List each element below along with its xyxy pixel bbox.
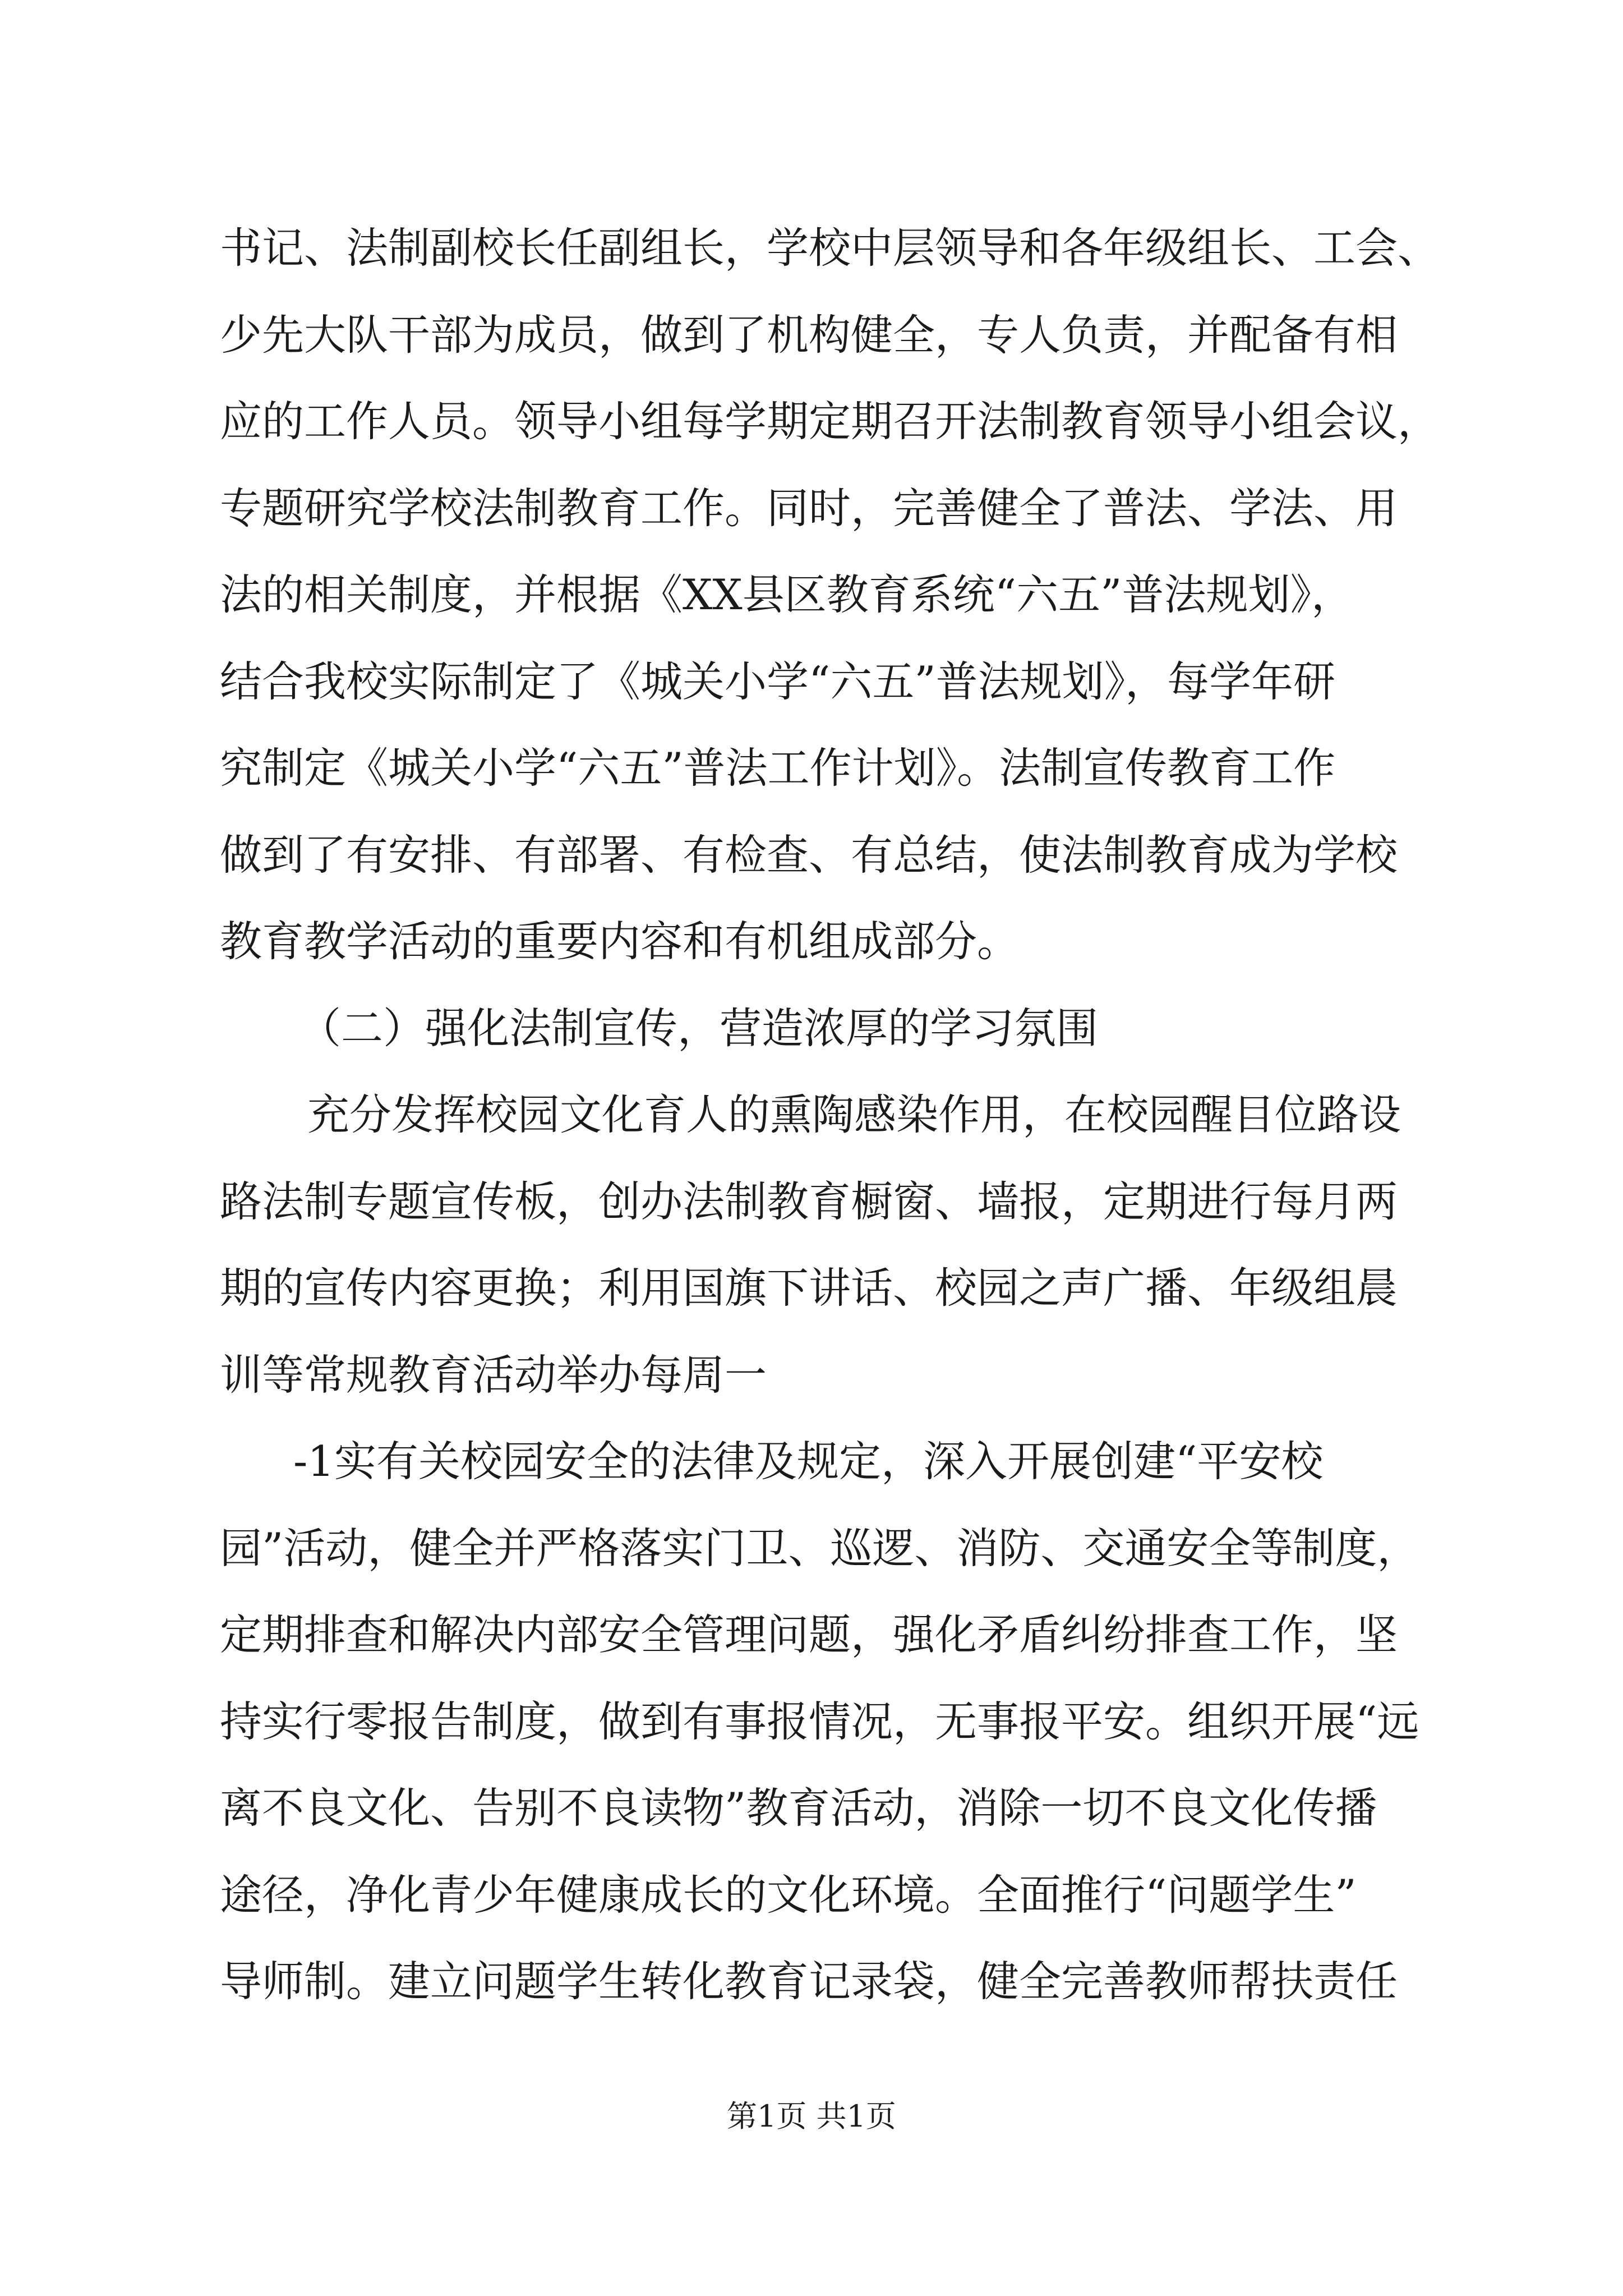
text-line: 结合我校实际制定了《城关小学“六五”普法规划》，每学年研: [220, 657, 1336, 706]
text-line: 途径，净化青少年健康成长的文化环境。全面推行“问题学生”: [220, 1870, 1357, 1920]
text-line: 专题研究学校法制教育工作。同时，完善健全了普法、学法、用: [220, 484, 1398, 533]
text-line: 教育教学活动的重要内容和有机组成部分。: [220, 917, 1020, 966]
text-line: 期的宣传内容更换；利用国旗下讲话、校园之声广播、年级组晨: [220, 1263, 1398, 1313]
text-line: 充分发挥校园文化育人的熏陶感染作用，在校园醒目位路设: [307, 1090, 1401, 1139]
text-line: -1实有关校园安全的法律及规定，深入开展创建“平安校: [293, 1437, 1324, 1486]
text-line: 训等常规教育活动举办每周一: [220, 1350, 767, 1400]
section-heading: （二）强化法制宣传，营造浓厚的学习氛围: [299, 1004, 1099, 1053]
text-line: 园”活动，健全并严格落实门卫、巡逻、消防、交通安全等制度，: [220, 1524, 1419, 1573]
text-line: 法的相关制度，并根据《XX县区教育系统“六五”普法规划》，: [220, 570, 1353, 619]
text-line: 持实行零报告制度，做到有事报情况，无事报平安。组织开展“远: [220, 1697, 1419, 1746]
text-line: 究制定《城关小学“六五”普法工作计划》。法制宣传教育工作: [220, 743, 1336, 793]
text-line: 应的工作人员。领导小组每学期定期召开法制教育领导小组会议，: [220, 397, 1440, 446]
page-number-footer: 第1页 共1页: [727, 2099, 896, 2134]
text-line: 导师制。建立问题学生转化教育记录袋，健全完善教师帮扶责任: [220, 1957, 1398, 2006]
text-line: 离不良文化、告别不良读物”教育活动，消除一切不良文化传播: [220, 1783, 1377, 1833]
text-line: 书记、法制副校长任副组长，学校中层领导和各年级组长、工会、: [220, 223, 1440, 273]
text-line: 少先大队干部为成员，做到了机构健全，专人负责，并配备有相: [220, 310, 1398, 360]
text-line: 做到了有安排、有部署、有检查、有总结，使法制教育成为学校: [220, 830, 1398, 880]
text-line: 路法制专题宣传板，创办法制教育橱窗、墙报，定期进行每月两: [220, 1177, 1398, 1226]
text-line: 定期排查和解决内部安全管理问题，强化矛盾纠纷排查工作，坚: [220, 1610, 1398, 1659]
